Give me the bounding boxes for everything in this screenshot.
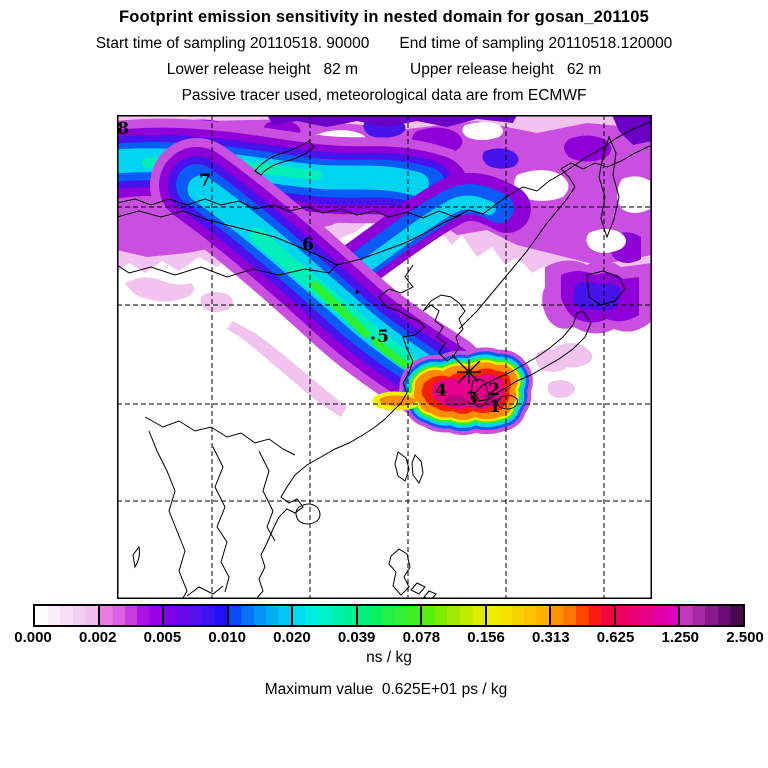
colorbar-segment — [551, 606, 616, 625]
colorbar-segment — [293, 606, 358, 625]
page-title: Footprint emission sensitivity in nested domain for gosan_201105 — [119, 8, 649, 26]
maximum-value-text: Maximum value 0.625E+01 ps / kg — [264, 681, 508, 698]
colorbar-segment — [229, 606, 294, 625]
trajectory-dot — [371, 336, 374, 339]
colorbar-tick-label: 0.000 — [14, 629, 52, 646]
colorbar-tick-label: 1.250 — [661, 629, 700, 646]
colorbar-segment — [358, 606, 423, 625]
colorbar-tick-label: 0.313 — [532, 629, 570, 646]
tracer-note-text: Passive tracer used, meteorological data are from ECMWF — [181, 87, 587, 104]
colorbar-segment — [680, 606, 743, 625]
colorbar-unit-label: ns / kg — [366, 649, 412, 666]
colorbar-segment — [100, 606, 165, 625]
release-heights-line — [0, 61, 768, 79]
colorbar-tick-label: 0.002 — [78, 629, 117, 646]
trajectory-label-8: 8 — [117, 119, 129, 139]
trajectory-label-3: 3 — [466, 389, 478, 409]
map-plume — [117, 115, 652, 420]
colorbar-tick-label: 0.039 — [337, 629, 376, 646]
lower-release-height-text: Lower release height 82 m — [166, 61, 358, 78]
colorbar-tick-labels — [14, 629, 764, 646]
colorbar-tick-label: 0.005 — [143, 629, 182, 646]
trajectory-dot — [355, 290, 358, 293]
upper-release-height-text: Upper release height 62 m — [410, 61, 602, 78]
colorbar-segment — [422, 606, 487, 625]
trajectory-label-1: 1 — [489, 397, 501, 417]
trajectory-label-5: 5 — [377, 327, 389, 347]
colorbar-segment — [487, 606, 552, 625]
colorbar-tick-label: 0.156 — [467, 629, 505, 646]
colorbar-segment — [616, 606, 681, 625]
trajectory-label-7: 7 — [199, 171, 211, 191]
colorbar-segment — [35, 606, 100, 625]
colorbar — [33, 604, 745, 627]
start-time-text: Start time of sampling 20110518. 90000 — [95, 35, 370, 52]
trajectory-label-4: 4 — [435, 381, 447, 401]
colorbar-tick-label: 0.625 — [596, 629, 635, 646]
colorbar-tick-label: 0.078 — [402, 629, 441, 646]
sampling-times-line — [0, 35, 768, 53]
trajectory-label-6: 6 — [302, 235, 314, 255]
end-time-text: End time of sampling 20110518.120000 — [399, 35, 673, 52]
trajectory-label-2: 2 — [488, 380, 500, 400]
colorbar-segment — [164, 606, 229, 625]
colorbar-tick-label: 2.500 — [726, 629, 764, 646]
footprint-map-svg — [117, 115, 652, 599]
map-canvas — [117, 115, 652, 599]
colorbar-tick-label: 0.020 — [273, 629, 311, 646]
colorbar-tick-label: 0.010 — [208, 629, 246, 646]
